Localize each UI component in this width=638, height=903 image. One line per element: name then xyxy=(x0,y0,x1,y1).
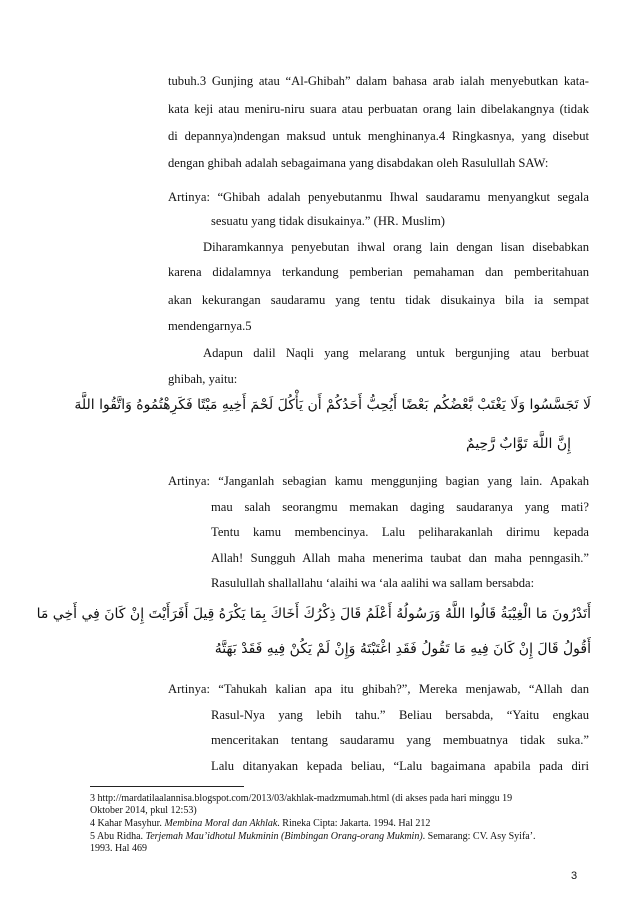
footnote-4-title: Membina Moral dan Akhlak xyxy=(164,818,278,829)
translation-line: mau salah seorangmu memakan daging saudaranya yang mati? xyxy=(211,500,589,514)
translation-line: Rasulullah shallallahu ‘alaihi wa ‘ala aalihi wa sallam bersabda: xyxy=(211,576,535,590)
body-line: di depannya)ndengan maksud untuk menghinanya.4 Ringkasnya, yang disebut xyxy=(168,129,589,143)
translation-line: Allah! Sungguh Allah maha menerima taubat dan maha penngasih.” xyxy=(211,551,589,565)
body-line: dengan ghibah adalah sebagaimana yang disabdakan oleh Rasulullah SAW: xyxy=(168,156,549,170)
footnote-3: 3 http://mardatilaalannisa.blogspot.com/2013/03/akhlak-madzmumah.html (di akses pada hari minggu 19 xyxy=(90,793,513,804)
footnote-3-cont: Oktober 2014, pkul 12:53) xyxy=(90,805,197,816)
footnote-separator xyxy=(90,786,244,787)
translation-line: Rasul-Nya yang lebih tahu.” Beliau bersabda, “Yaitu engkau xyxy=(211,708,589,722)
page-number: 3 xyxy=(571,870,578,882)
footnote-5 xyxy=(90,831,600,843)
translation-line: Artinya: “Tahukah kalian apa itu ghibah?”, Mereka menjawab, “Allah dan xyxy=(168,682,589,696)
body-line: Adapun dalil Naqli yang melarang untuk bergunjing atau berbuat xyxy=(203,346,589,360)
footnote-4-publisher: . Rineka Cipta: Jakarta. 1994. Hal 212 xyxy=(277,818,431,829)
body-line: akan kekurangan saudaramu yang tentu tidak disukainya bila ia sempat xyxy=(168,293,589,307)
arabic-verse-line: لَا تَجَسَّسُوا وَلَا يَغْتَبْ بَّعْضُكُم بَعْضًا أَيُحِبُّ أَحَدُكُمْ أَن يَأْكُلَ لَحْمَ أَخِيهِ مَيْتًا فَكَرِهْتُمُوهُ وَاتَّقُوا اللَّهَ xyxy=(74,397,591,413)
arabic-hadith-line: أَقُولُ قَالَ إِنْ كَانَ فِيهِ مَا تَقُولُ فَقَدِ اغْتَبْتَهُ وَإِنْ لَمْ يَكُنْ فِيهِ فَقَدْ بَهَتَّهُ xyxy=(214,641,591,657)
translation-line: Artinya: “Ghibah adalah penyebutanmu Ihwal saudaramu menyangkut segala xyxy=(168,190,589,204)
translation-line: menceritakan tentang saudaramu yang membuatnya tidak suka.” xyxy=(211,733,589,747)
translation-line: Lalu ditanyakan kepada beliau, “Lalu bagaimana apabila pada diri xyxy=(211,759,589,773)
footnote-5-publisher: . Semarang: CV. Asy Syifa’. xyxy=(422,831,536,842)
arabic-hadith-line: أَتَدْرُونَ مَا الْغِيْبَةُ قَالُوا اللَّهُ وَرَسُولُهُ أَعْلَمُ قَالَ ذِكْرُكَ أَخَاكَ بِمَا يَكْرَهُ قِيلَ أَفَرَأَيْتَ إِنْ كَانَ فِي أَخِي مَا xyxy=(36,606,591,622)
footnote-5-author: 5 Abu Ridha. xyxy=(90,831,146,842)
translation-line: Artinya: “Janganlah sebagian kamu menggunjing bagian yang lain. Apakah xyxy=(168,474,589,488)
body-line: karena didalamnya terkandung pemberian pemahaman dan pemberitahuan xyxy=(168,265,589,279)
body-line: ghibah, yaitu: xyxy=(168,372,238,386)
body-line: Diharamkannya penyebutan ihwal orang lain dengan lisan disebabkan xyxy=(203,240,589,254)
translation-line: Tentu kamu membencinya. Lalu peliharakanlah dirimu kepada xyxy=(211,525,589,539)
footnote-4-author: 4 Kahar Masyhur. xyxy=(90,818,165,829)
body-line: tubuh.3 Gunjing atau “Al-Ghibah” dalam bahasa arab ialah menyebutkan kata- xyxy=(168,74,589,88)
footnote-4 xyxy=(90,818,600,830)
footnote-5-title: Terjemah Mau’idhotul Mukminin (Bimbingan Orang-orang Mukmin) xyxy=(145,831,423,842)
footnote-5-cont: 1993. Hal 469 xyxy=(90,843,147,854)
translation-line: sesuatu yang tidak disukainya.” (HR. Muslim) xyxy=(211,214,445,228)
body-line: kata keji atau meniru-niru suara atau perbuatan orang lain dibelakangnya (tidak xyxy=(168,102,589,116)
body-line: mendengarnya.5 xyxy=(168,319,252,333)
arabic-verse-line: إِنَّ اللَّهَ تَوَّابٌ رَّحِيمٌ xyxy=(466,436,571,452)
